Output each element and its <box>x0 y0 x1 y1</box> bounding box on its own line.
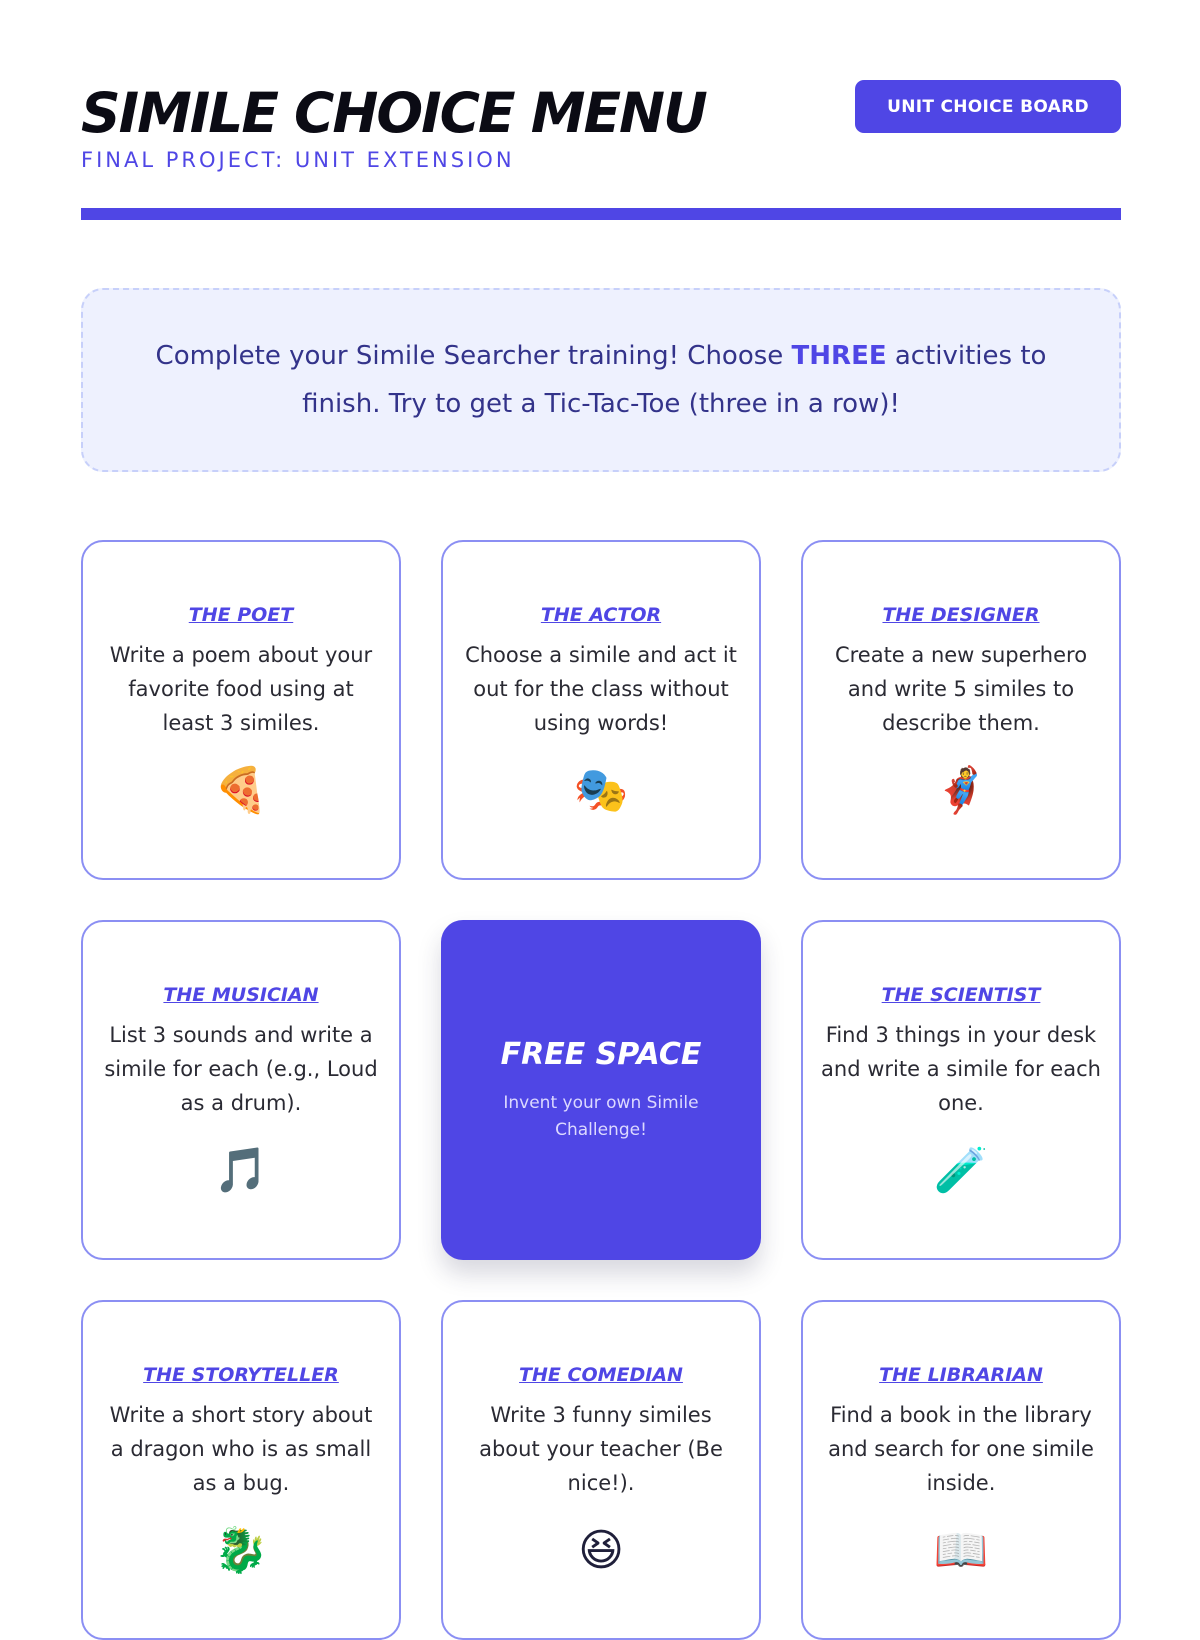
open-book-icon: 📖 <box>933 1525 989 1576</box>
page-title: SIMILE CHOICE MENU <box>81 81 706 145</box>
card-title: THE STORYTELLER <box>143 1364 339 1386</box>
card-scientist[interactable] <box>801 920 1121 1260</box>
card-free-space[interactable] <box>441 920 761 1260</box>
card-description: Write a poem about your favorite food using at least 3 similes. <box>109 643 373 735</box>
page-subtitle: FINAL PROJECT: UNIT EXTENSION <box>81 148 515 172</box>
free-space-description: Invent your own Simile Challenge! <box>503 1092 699 1140</box>
card-title: THE POET <box>188 604 294 626</box>
card-comedian[interactable] <box>441 1300 761 1640</box>
card-title: THE MUSICIAN <box>163 984 319 1006</box>
choice-grid <box>81 540 1121 1640</box>
dragon-icon: 🐉 <box>213 1525 269 1576</box>
instructions-box <box>81 288 1121 472</box>
card-librarian[interactable] <box>801 1300 1121 1640</box>
card-title: THE DESIGNER <box>882 604 1040 626</box>
theater-masks-icon: 🎭 <box>573 765 629 816</box>
card-designer[interactable] <box>801 540 1121 880</box>
free-space-title: FREE SPACE <box>500 1036 702 1072</box>
card-title: THE LIBRARIAN <box>879 1364 1043 1386</box>
card-description: Write 3 funny similes about your teacher (Be nice!). <box>479 1403 723 1495</box>
instructions-text-end: activities to finish. Try to get a Tic-Tac-Toe (three in a row)! <box>302 341 1047 419</box>
unit-choice-board-button[interactable]: UNIT CHOICE BOARD <box>855 80 1121 133</box>
card-storyteller[interactable] <box>81 1300 401 1640</box>
card-description: Find a book in the library and search for one simile inside. <box>828 1403 1094 1495</box>
test-tube-icon: 🧪 <box>933 1145 989 1196</box>
card-description: Write a short story about a dragon who is as small as a bug. <box>109 1403 373 1495</box>
card-title: THE ACTOR <box>540 604 662 626</box>
laughing-face-icon: 😆 <box>578 1525 624 1576</box>
instructions-text <box>123 332 1079 428</box>
header <box>81 0 1121 222</box>
instructions-text-start: Complete your Simile Searcher training! Choose <box>155 341 792 371</box>
instructions-highlight: THREE <box>791 341 887 371</box>
card-description: Choose a simile and act it out for the class without using words! <box>465 643 737 735</box>
page <box>81 0 1121 1576</box>
header-divider <box>81 208 1121 220</box>
card-description: Create a new superhero and write 5 similes to describe them. <box>834 643 1088 735</box>
pizza-icon: 🍕 <box>213 765 269 816</box>
card-poet[interactable] <box>81 540 401 880</box>
card-actor[interactable] <box>441 540 761 880</box>
card-description: Find 3 things in your desk and write a simile for each one. <box>821 1023 1101 1115</box>
card-musician[interactable] <box>81 920 401 1260</box>
card-description: List 3 sounds and write a simile for each (e.g., Loud as a drum). <box>104 1023 378 1115</box>
superhero-icon: 🦸 <box>933 765 989 816</box>
card-title: THE SCIENTIST <box>881 984 1041 1006</box>
card-title: THE COMEDIAN <box>519 1364 683 1386</box>
music-note-icon: 🎵 <box>213 1145 269 1196</box>
